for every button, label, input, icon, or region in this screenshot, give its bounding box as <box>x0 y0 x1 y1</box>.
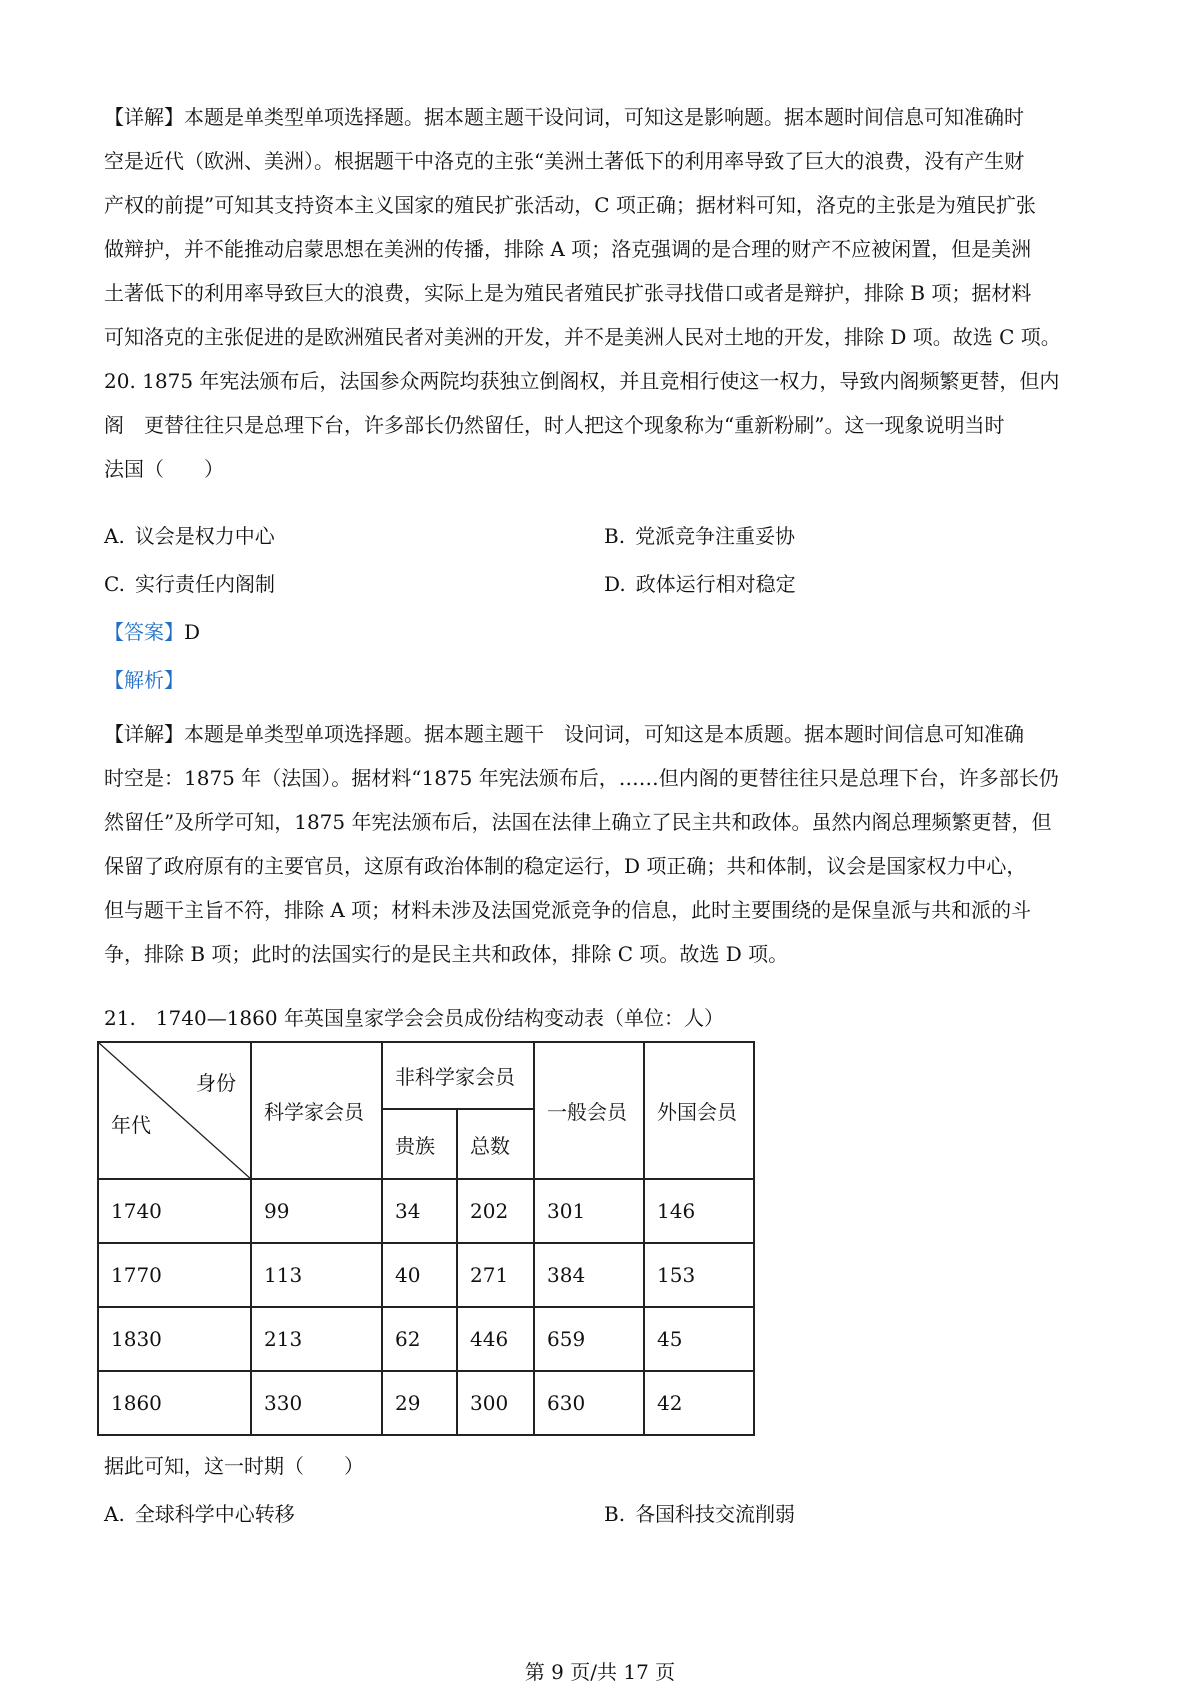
table-cell: 330 <box>251 1371 382 1435</box>
corner-bottom-label: 年代 <box>111 1113 151 1137</box>
header-noble: 贵族 <box>382 1109 457 1179</box>
text-line: 可知洛克的主张促进的是欧洲殖民者对美洲的开发，并不是美洲人民对土地的开发，排除 D 项。故选 C 项。 <box>104 325 1061 349</box>
table-cell: 1830 <box>98 1307 251 1371</box>
table-row <box>98 1243 754 1307</box>
table-cell: 113 <box>251 1243 382 1307</box>
text-line: 土著低下的利用率导致巨大的浪费，实际上是为殖民者殖民扩张寻找借口或者是辩护，排除 B 项；据材料 <box>104 281 1032 305</box>
table-cell: 45 <box>644 1307 754 1371</box>
q21-option-b: B. 各国科技交流削弱 <box>604 1502 796 1526</box>
table-cell: 1860 <box>98 1371 251 1435</box>
q20-option-c: C. 实行责任内阁制 <box>104 572 275 596</box>
header-non-scientist: 非科学家会员 <box>382 1042 534 1109</box>
table-cell: 99 <box>251 1179 382 1243</box>
header-total: 总数 <box>457 1109 534 1179</box>
table-cell: 29 <box>382 1371 457 1435</box>
table-cell: 146 <box>644 1179 754 1243</box>
table-cell: 271 <box>457 1243 534 1307</box>
table-row <box>98 1371 754 1435</box>
text-line: 法国（ ） <box>104 457 224 481</box>
table-row <box>98 1307 754 1371</box>
q20-option-d: D. 政体运行相对稳定 <box>604 572 796 596</box>
q20-answer <box>104 616 200 645</box>
table-row <box>98 1179 754 1243</box>
text-line: 产权的前提”可知其支持资本主义国家的殖民扩张活动，C 项正确；据材料可知，洛克的主张是为殖民扩张 <box>104 193 1036 217</box>
table-cell: 300 <box>457 1371 534 1435</box>
q21-option-a: A. 全球科学中心转移 <box>104 1502 295 1526</box>
q20-stem <box>104 359 1104 491</box>
table-cell: 62 <box>382 1307 457 1371</box>
text-line: 【详解】本题是单类型单项选择题。据本题主题干 设问词，可知这是本质题。据本题时间信息可知准确 <box>104 722 1024 746</box>
answer-value: D <box>184 620 201 644</box>
table-cell: 153 <box>644 1243 754 1307</box>
table-cell: 630 <box>534 1371 644 1435</box>
page-number-footer: 第 9 页/共 17 页 <box>524 1660 676 1684</box>
table-cell: 659 <box>534 1307 644 1371</box>
table-cell: 446 <box>457 1307 534 1371</box>
text-line: 阁 更替往往只是总理下台，许多部长仍然留任，时人把这个现象称为“重新粉刷”。这一现象说明当时 <box>104 413 1005 437</box>
table-corner-cell <box>98 1042 251 1179</box>
table-cell: 40 <box>382 1243 457 1307</box>
table-header-row <box>98 1042 754 1109</box>
table-cell: 202 <box>457 1179 534 1243</box>
membership-table <box>97 1041 755 1436</box>
text-line: 空是近代（欧洲、美洲）。根据题干中洛克的主张“美洲土著低下的利用率导致了巨大的浪费，没有产生财 <box>104 149 1025 173</box>
table-cell: 1740 <box>98 1179 251 1243</box>
corner-top-label: 身份 <box>196 1071 236 1095</box>
text-line: 20. 1875 年宪法颁布后，法国参众两院均获独立倒阁权，并且竞相行使这一权力，导致内阁频繁更替，但内 <box>104 369 1060 393</box>
q20-analysis-label: 【解析】 <box>104 668 184 692</box>
text-line: 但与题干主旨不符，排除 A 项；材料未涉及法国党派竞争的信息，此时主要围绕的是保皇派与共和派的斗 <box>104 898 1032 922</box>
header-scientist: 科学家会员 <box>251 1042 382 1179</box>
text-line: 争，排除 B 项；此时的法国实行的是民主共和政体，排除 C 项。故选 D 项。 <box>104 942 789 966</box>
q20-detail-paragraph <box>104 712 1104 976</box>
table-cell: 1770 <box>98 1243 251 1307</box>
table-cell: 384 <box>534 1243 644 1307</box>
header-general: 一般会员 <box>534 1042 644 1179</box>
text-line: 时空是：1875 年（法国）。据材料“1875 年宪法颁布后，……但内阁的更替往往只是总理下台，许多部长仍 <box>104 766 1059 790</box>
q20-option-a: A. 议会是权力中心 <box>104 524 275 548</box>
q21-stem: 21. 1740—1860 年英国皇家学会会员成份结构变动表（单位：人） <box>104 1006 724 1030</box>
table-cell: 34 <box>382 1179 457 1243</box>
answer-label: 【答案】 <box>104 620 184 644</box>
text-line: 然留任”及所学可知，1875 年宪法颁布后，法国在法律上确立了民主共和政体。虽然内阁总理频繁更替，但 <box>104 810 1052 834</box>
q20-option-b: B. 党派竞争注重妥协 <box>604 524 796 548</box>
q19-detail-paragraph <box>104 95 1104 359</box>
text-line: 做辩护，并不能推动启蒙思想在美洲的传播，排除 A 项；洛克强调的是合理的财产不应被闲置，但是美洲 <box>104 237 1032 261</box>
q21-question: 据此可知，这一时期（ ） <box>104 1454 364 1478</box>
text-line: 【详解】本题是单类型单项选择题。据本题主题干设问词，可知这是影响题。据本题时间信息可知准确时 <box>104 105 1024 129</box>
text-line: 保留了政府原有的主要官员，这原有政治体制的稳定运行，D 项正确；共和体制，议会是国家权力中心， <box>104 854 1027 878</box>
table-cell: 301 <box>534 1179 644 1243</box>
table-cell: 42 <box>644 1371 754 1435</box>
table-cell: 213 <box>251 1307 382 1371</box>
header-foreign: 外国会员 <box>644 1042 754 1179</box>
